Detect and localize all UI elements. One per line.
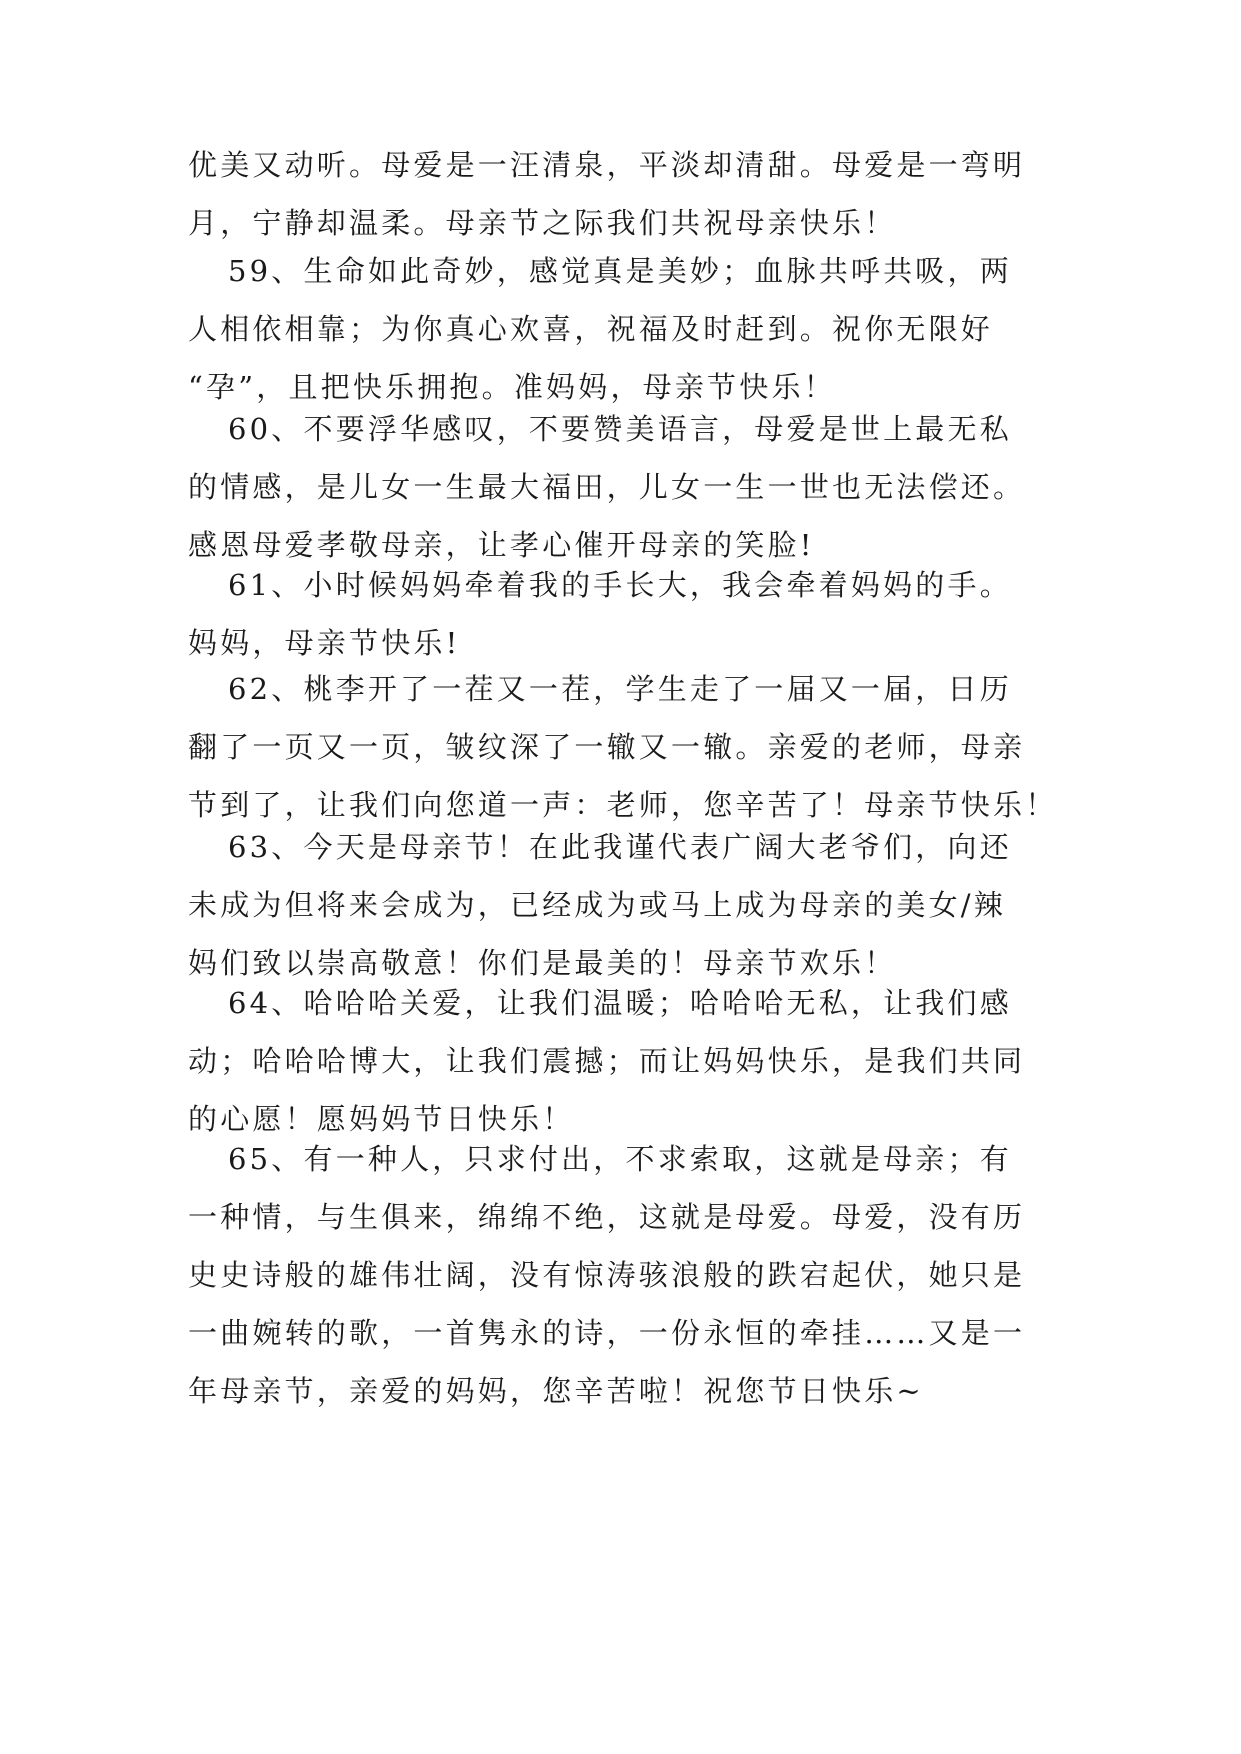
text-line: 妈妈，母亲节快乐! xyxy=(188,626,461,660)
text-line: 妈们致以崇高敬意！你们是最美的！母亲节欢乐！ xyxy=(188,946,897,980)
text-line: 64、哈哈哈关爱，让我们温暖；哈哈哈无私，让我们感 xyxy=(228,986,1012,1020)
text-line: 优美又动听。母爱是一汪清泉，平淡却清甜。母爱是一弯明 xyxy=(188,148,1026,182)
text-line: 61、小时候妈妈牵着我的手长大，我会牵着妈妈的手。 xyxy=(228,568,1012,602)
text-line: 60、不要浮华感叹，不要赞美语言，母爱是世上最无私 xyxy=(228,412,1012,446)
text-line: 一曲婉转的歌，一首隽永的诗，一份永恒的牵挂……又是一 xyxy=(188,1316,1026,1350)
text-line: 的情感，是儿女一生最大福田，儿女一生一世也无法偿还。 xyxy=(188,470,1026,504)
text-line: 的心愿！愿妈妈节日快乐！ xyxy=(188,1102,575,1136)
text-line: 62、桃李开了一茬又一茬，学生走了一届又一届，日历 xyxy=(228,672,1012,706)
text-line: 年母亲节，亲爱的妈妈，您辛苦啦！祝您节日快乐~ xyxy=(188,1374,924,1408)
text-line: 59、生命如此奇妙，感觉真是美妙；血脉共呼共吸，两 xyxy=(228,254,1012,288)
text-line: 史史诗般的雄伟壮阔，没有惊涛骇浪般的跌宕起伏，她只是 xyxy=(188,1258,1026,1292)
text-line: 翻了一页又一页，皱纹深了一辙又一辙。亲爱的老师，母亲 xyxy=(188,730,1026,764)
paragraph-63 xyxy=(188,818,1048,992)
text-line: 节到了，让我们向您道一声：老师，您辛苦了！母亲节快乐！ xyxy=(188,788,1058,822)
paragraph-62 xyxy=(188,660,1058,834)
paragraph-61 xyxy=(188,556,1048,672)
paragraph-59 xyxy=(188,242,1048,416)
paragraph-58-continued xyxy=(188,136,1048,252)
text-line: 未成为但将来会成为，已经成为或马上成为母亲的美女/辣 xyxy=(188,888,1006,922)
text-line: 人相依相靠；为你真心欢喜，祝福及时赶到。祝你无限好 xyxy=(188,312,994,346)
text-line: 63、今天是母亲节！在此我谨代表广阔大老爷们，向还 xyxy=(228,830,1012,864)
paragraph-65 xyxy=(188,1130,1048,1420)
paragraph-64 xyxy=(188,974,1048,1148)
paragraph-60 xyxy=(188,400,1048,574)
text-line: 动；哈哈哈博大，让我们震撼；而让妈妈快乐，是我们共同 xyxy=(188,1044,1026,1078)
text-line: 65、有一种人，只求付出，不求索取，这就是母亲；有 xyxy=(228,1142,1012,1176)
text-line: “孕”，且把快乐拥抱。准妈妈，母亲节快乐！ xyxy=(188,370,836,404)
text-line: 一种情，与生俱来，绵绵不绝，这就是母爱。母爱，没有历 xyxy=(188,1200,1026,1234)
text-line: 月，宁静却温柔。母亲节之际我们共祝母亲快乐！ xyxy=(188,206,897,240)
text-line: 感恩母爱孝敬母亲，让孝心催开母亲的笑脸! xyxy=(188,528,815,562)
